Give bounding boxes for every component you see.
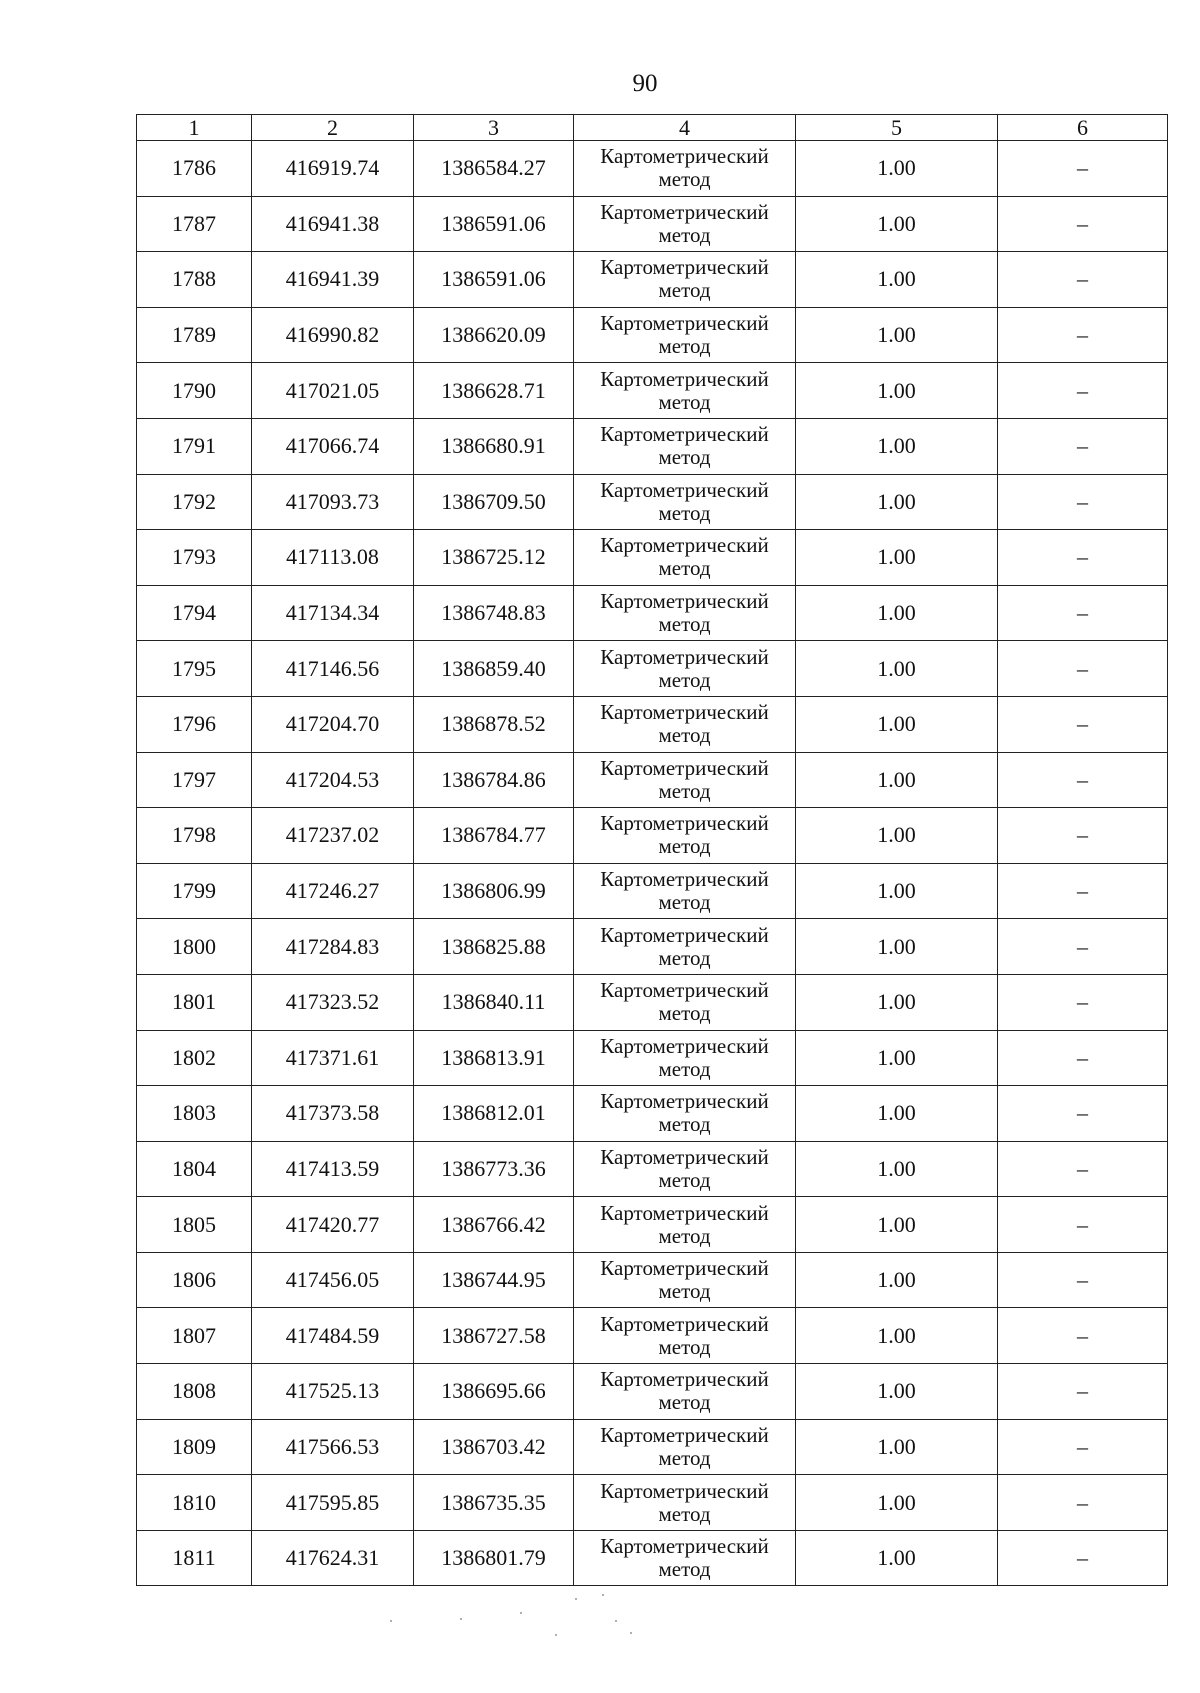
- y-coordinate-cell: 1386806.99: [414, 863, 574, 919]
- column-header-4: 4: [574, 115, 796, 141]
- method-line-1: Картометрический: [600, 1478, 769, 1503]
- method-cell: [574, 363, 796, 419]
- method-cell: [574, 252, 796, 308]
- method-line-2: метод: [658, 1445, 711, 1470]
- table-row: [137, 1252, 1168, 1308]
- page-number: 90: [632, 70, 658, 97]
- table-row: [137, 530, 1168, 586]
- method-cell: [574, 196, 796, 252]
- method-cell: [574, 1086, 796, 1142]
- x-coordinate-cell: 416941.39: [252, 252, 414, 308]
- point-number-cell: 1801: [137, 974, 252, 1030]
- y-coordinate-cell: 1386812.01: [414, 1086, 574, 1142]
- method-line-2: метод: [658, 1056, 711, 1081]
- note-cell: –: [998, 252, 1168, 308]
- y-coordinate-cell: 1386744.95: [414, 1252, 574, 1308]
- method-cell: [574, 1475, 796, 1531]
- method-line-2: метод: [658, 500, 711, 525]
- method-line-1: Картометрический: [600, 1311, 769, 1336]
- method-line-2: метод: [658, 834, 711, 859]
- method-line-1: Картометрический: [600, 811, 769, 836]
- table-row: [137, 418, 1168, 474]
- note-cell: –: [998, 1364, 1168, 1420]
- method-line-2: метод: [658, 389, 711, 414]
- method-cell: [574, 808, 796, 864]
- note-cell: –: [998, 641, 1168, 697]
- accuracy-cell: 1.00: [796, 1475, 998, 1531]
- method-cell: [574, 696, 796, 752]
- accuracy-cell: 1.00: [796, 1141, 998, 1197]
- method-cell: [574, 1141, 796, 1197]
- accuracy-cell: 1.00: [796, 752, 998, 808]
- y-coordinate-cell: 1386773.36: [414, 1141, 574, 1197]
- x-coordinate-cell: 416919.74: [252, 141, 414, 197]
- y-coordinate-cell: 1386748.83: [414, 585, 574, 641]
- table-row: [137, 1364, 1168, 1420]
- method-cell: [574, 1530, 796, 1586]
- x-coordinate-cell: 417566.53: [252, 1419, 414, 1475]
- note-cell: –: [998, 808, 1168, 864]
- method-line-2: метод: [658, 1334, 711, 1359]
- accuracy-cell: 1.00: [796, 530, 998, 586]
- point-number-cell: 1791: [137, 418, 252, 474]
- column-header-6: 6: [998, 115, 1168, 141]
- note-cell: –: [998, 363, 1168, 419]
- method-line-1: Картометрический: [600, 366, 769, 391]
- y-coordinate-cell: 1386840.11: [414, 974, 574, 1030]
- method-line-2: метод: [658, 1001, 711, 1026]
- point-number-cell: 1792: [137, 474, 252, 530]
- method-line-1: Картометрический: [600, 589, 769, 614]
- y-coordinate-cell: 1386784.77: [414, 808, 574, 864]
- header-row: [137, 115, 1168, 141]
- note-cell: –: [998, 141, 1168, 197]
- accuracy-cell: 1.00: [796, 1530, 998, 1586]
- table-row: [137, 1419, 1168, 1475]
- x-coordinate-cell: 417484.59: [252, 1308, 414, 1364]
- note-cell: –: [998, 585, 1168, 641]
- accuracy-cell: 1.00: [796, 474, 998, 530]
- point-number-cell: 1788: [137, 252, 252, 308]
- x-coordinate-cell: 417595.85: [252, 1475, 414, 1531]
- method-cell: [574, 1419, 796, 1475]
- x-coordinate-cell: 417066.74: [252, 418, 414, 474]
- method-line-1: Картометрический: [600, 1033, 769, 1058]
- note-cell: –: [998, 1308, 1168, 1364]
- accuracy-cell: 1.00: [796, 1086, 998, 1142]
- method-line-1: Картометрический: [600, 1144, 769, 1169]
- note-cell: –: [998, 1475, 1168, 1531]
- table-row: [137, 641, 1168, 697]
- accuracy-cell: 1.00: [796, 808, 998, 864]
- method-line-2: метод: [658, 1501, 711, 1526]
- method-line-1: Картометрический: [600, 644, 769, 669]
- method-cell: [574, 141, 796, 197]
- method-cell: [574, 1197, 796, 1253]
- x-coordinate-cell: 417373.58: [252, 1086, 414, 1142]
- y-coordinate-cell: 1386591.06: [414, 252, 574, 308]
- x-coordinate-cell: 417093.73: [252, 474, 414, 530]
- x-coordinate-cell: 417413.59: [252, 1141, 414, 1197]
- method-line-1: Картометрический: [600, 533, 769, 558]
- note-cell: –: [998, 1141, 1168, 1197]
- method-line-2: метод: [658, 1279, 711, 1304]
- y-coordinate-cell: 1386695.66: [414, 1364, 574, 1420]
- point-number-cell: 1809: [137, 1419, 252, 1475]
- x-coordinate-cell: 416941.38: [252, 196, 414, 252]
- y-coordinate-cell: 1386878.52: [414, 696, 574, 752]
- accuracy-cell: 1.00: [796, 1030, 998, 1086]
- accuracy-cell: 1.00: [796, 974, 998, 1030]
- y-coordinate-cell: 1386680.91: [414, 418, 574, 474]
- method-cell: [574, 474, 796, 530]
- note-cell: –: [998, 1252, 1168, 1308]
- method-line-2: метод: [658, 1390, 711, 1415]
- method-line-2: метод: [658, 1167, 711, 1192]
- table-row: [137, 808, 1168, 864]
- method-cell: [574, 585, 796, 641]
- point-number-cell: 1794: [137, 585, 252, 641]
- column-header-2: 2: [252, 115, 414, 141]
- note-cell: –: [998, 307, 1168, 363]
- x-coordinate-cell: 417323.52: [252, 974, 414, 1030]
- method-cell: [574, 418, 796, 474]
- point-number-cell: 1789: [137, 307, 252, 363]
- x-coordinate-cell: 417420.77: [252, 1197, 414, 1253]
- table-row: [137, 141, 1168, 197]
- column-header-5: 5: [796, 115, 998, 141]
- y-coordinate-cell: 1386584.27: [414, 141, 574, 197]
- method-line-1: Картометрический: [600, 1256, 769, 1281]
- method-line-2: метод: [658, 945, 711, 970]
- point-number-cell: 1799: [137, 863, 252, 919]
- note-cell: –: [998, 1086, 1168, 1142]
- note-cell: –: [998, 1530, 1168, 1586]
- accuracy-cell: 1.00: [796, 585, 998, 641]
- method-line-1: Картометрический: [600, 755, 769, 780]
- y-coordinate-cell: 1386703.42: [414, 1419, 574, 1475]
- table-row: [137, 1030, 1168, 1086]
- table-row: [137, 1530, 1168, 1586]
- point-number-cell: 1805: [137, 1197, 252, 1253]
- method-line-2: метод: [658, 222, 711, 247]
- table-row: [137, 196, 1168, 252]
- method-line-1: Картометрический: [600, 700, 769, 725]
- y-coordinate-cell: 1386709.50: [414, 474, 574, 530]
- table-row: [137, 363, 1168, 419]
- note-cell: –: [998, 974, 1168, 1030]
- method-line-1: Картометрический: [600, 1367, 769, 1392]
- x-coordinate-cell: 417134.34: [252, 585, 414, 641]
- method-cell: [574, 863, 796, 919]
- note-cell: –: [998, 752, 1168, 808]
- method-cell: [574, 974, 796, 1030]
- y-coordinate-cell: 1386766.42: [414, 1197, 574, 1253]
- note-cell: –: [998, 863, 1168, 919]
- method-line-2: метод: [658, 612, 711, 637]
- note-cell: –: [998, 474, 1168, 530]
- point-number-cell: 1811: [137, 1530, 252, 1586]
- y-coordinate-cell: 1386620.09: [414, 307, 574, 363]
- accuracy-cell: 1.00: [796, 863, 998, 919]
- scan-noise: [370, 1590, 670, 1640]
- table-row: [137, 585, 1168, 641]
- point-number-cell: 1807: [137, 1308, 252, 1364]
- y-coordinate-cell: 1386591.06: [414, 196, 574, 252]
- point-number-cell: 1802: [137, 1030, 252, 1086]
- method-line-2: метод: [658, 556, 711, 581]
- point-number-cell: 1798: [137, 808, 252, 864]
- accuracy-cell: 1.00: [796, 1308, 998, 1364]
- method-cell: [574, 919, 796, 975]
- note-cell: –: [998, 1419, 1168, 1475]
- table-row: [137, 1475, 1168, 1531]
- column-header-1: 1: [137, 115, 252, 141]
- table-header: [137, 115, 1168, 141]
- y-coordinate-cell: 1386801.79: [414, 1530, 574, 1586]
- method-line-1: Картометрический: [600, 867, 769, 892]
- method-line-1: Картометрический: [600, 144, 769, 169]
- x-coordinate-cell: 417371.61: [252, 1030, 414, 1086]
- method-line-1: Картометрический: [600, 311, 769, 336]
- method-line-1: Картометрический: [600, 477, 769, 502]
- x-coordinate-cell: 417021.05: [252, 363, 414, 419]
- point-number-cell: 1786: [137, 141, 252, 197]
- accuracy-cell: 1.00: [796, 641, 998, 697]
- table-row: [137, 1308, 1168, 1364]
- table-row: [137, 1141, 1168, 1197]
- method-line-1: Картометрический: [600, 422, 769, 447]
- note-cell: –: [998, 696, 1168, 752]
- y-coordinate-cell: 1386859.40: [414, 641, 574, 697]
- table-row: [137, 1197, 1168, 1253]
- method-line-2: метод: [658, 1223, 711, 1248]
- x-coordinate-cell: 416990.82: [252, 307, 414, 363]
- point-number-cell: 1806: [137, 1252, 252, 1308]
- x-coordinate-cell: 417204.70: [252, 696, 414, 752]
- x-coordinate-cell: 417113.08: [252, 530, 414, 586]
- accuracy-cell: 1.00: [796, 363, 998, 419]
- note-cell: –: [998, 196, 1168, 252]
- method-cell: [574, 307, 796, 363]
- y-coordinate-cell: 1386727.58: [414, 1308, 574, 1364]
- x-coordinate-cell: 417624.31: [252, 1530, 414, 1586]
- point-number-cell: 1787: [137, 196, 252, 252]
- method-line-2: метод: [658, 334, 711, 359]
- accuracy-cell: 1.00: [796, 1252, 998, 1308]
- point-number-cell: 1808: [137, 1364, 252, 1420]
- y-coordinate-cell: 1386725.12: [414, 530, 574, 586]
- method-line-2: метод: [658, 890, 711, 915]
- method-cell: [574, 530, 796, 586]
- table-body: [137, 141, 1168, 1586]
- table-row: [137, 1086, 1168, 1142]
- method-cell: [574, 752, 796, 808]
- table-row: [137, 252, 1168, 308]
- point-number-cell: 1793: [137, 530, 252, 586]
- accuracy-cell: 1.00: [796, 252, 998, 308]
- table-row: [137, 919, 1168, 975]
- x-coordinate-cell: 417237.02: [252, 808, 414, 864]
- accuracy-cell: 1.00: [796, 1197, 998, 1253]
- method-cell: [574, 1252, 796, 1308]
- method-line-2: метод: [658, 167, 711, 192]
- x-coordinate-cell: 417525.13: [252, 1364, 414, 1420]
- x-coordinate-cell: 417246.27: [252, 863, 414, 919]
- note-cell: –: [998, 418, 1168, 474]
- note-cell: –: [998, 1030, 1168, 1086]
- method-line-1: Картометрический: [600, 1089, 769, 1114]
- method-line-1: Картометрический: [600, 978, 769, 1003]
- x-coordinate-cell: 417456.05: [252, 1252, 414, 1308]
- table-row: [137, 474, 1168, 530]
- method-cell: [574, 1308, 796, 1364]
- table-row: [137, 863, 1168, 919]
- point-number-cell: 1803: [137, 1086, 252, 1142]
- accuracy-cell: 1.00: [796, 418, 998, 474]
- y-coordinate-cell: 1386825.88: [414, 919, 574, 975]
- method-line-1: Картометрический: [600, 1200, 769, 1225]
- coordinates-table: [136, 114, 1168, 1586]
- y-coordinate-cell: 1386784.86: [414, 752, 574, 808]
- y-coordinate-cell: 1386735.35: [414, 1475, 574, 1531]
- accuracy-cell: 1.00: [796, 307, 998, 363]
- method-line-2: метод: [658, 1112, 711, 1137]
- method-line-1: Картометрический: [600, 922, 769, 947]
- point-number-cell: 1800: [137, 919, 252, 975]
- column-header-3: 3: [414, 115, 574, 141]
- point-number-cell: 1804: [137, 1141, 252, 1197]
- method-line-1: Картометрический: [600, 1422, 769, 1447]
- accuracy-cell: 1.00: [796, 696, 998, 752]
- accuracy-cell: 1.00: [796, 141, 998, 197]
- accuracy-cell: 1.00: [796, 196, 998, 252]
- note-cell: –: [998, 530, 1168, 586]
- y-coordinate-cell: 1386628.71: [414, 363, 574, 419]
- method-line-2: метод: [658, 667, 711, 692]
- table-row: [137, 974, 1168, 1030]
- method-line-1: Картометрический: [600, 199, 769, 224]
- method-line-1: Картометрический: [600, 1534, 769, 1559]
- method-cell: [574, 1364, 796, 1420]
- table-row: [137, 307, 1168, 363]
- table-row: [137, 752, 1168, 808]
- accuracy-cell: 1.00: [796, 919, 998, 975]
- note-cell: –: [998, 1197, 1168, 1253]
- method-cell: [574, 1030, 796, 1086]
- point-number-cell: 1796: [137, 696, 252, 752]
- point-number-cell: 1795: [137, 641, 252, 697]
- table-row: [137, 696, 1168, 752]
- accuracy-cell: 1.00: [796, 1419, 998, 1475]
- method-line-2: метод: [658, 778, 711, 803]
- method-line-2: метод: [658, 278, 711, 303]
- x-coordinate-cell: 417284.83: [252, 919, 414, 975]
- accuracy-cell: 1.00: [796, 1364, 998, 1420]
- method-line-2: метод: [658, 1557, 711, 1582]
- method-line-2: метод: [658, 723, 711, 748]
- note-cell: –: [998, 919, 1168, 975]
- point-number-cell: 1790: [137, 363, 252, 419]
- point-number-cell: 1810: [137, 1475, 252, 1531]
- point-number-cell: 1797: [137, 752, 252, 808]
- x-coordinate-cell: 417146.56: [252, 641, 414, 697]
- method-line-1: Картометрический: [600, 255, 769, 280]
- y-coordinate-cell: 1386813.91: [414, 1030, 574, 1086]
- method-cell: [574, 641, 796, 697]
- x-coordinate-cell: 417204.53: [252, 752, 414, 808]
- method-line-2: метод: [658, 445, 711, 470]
